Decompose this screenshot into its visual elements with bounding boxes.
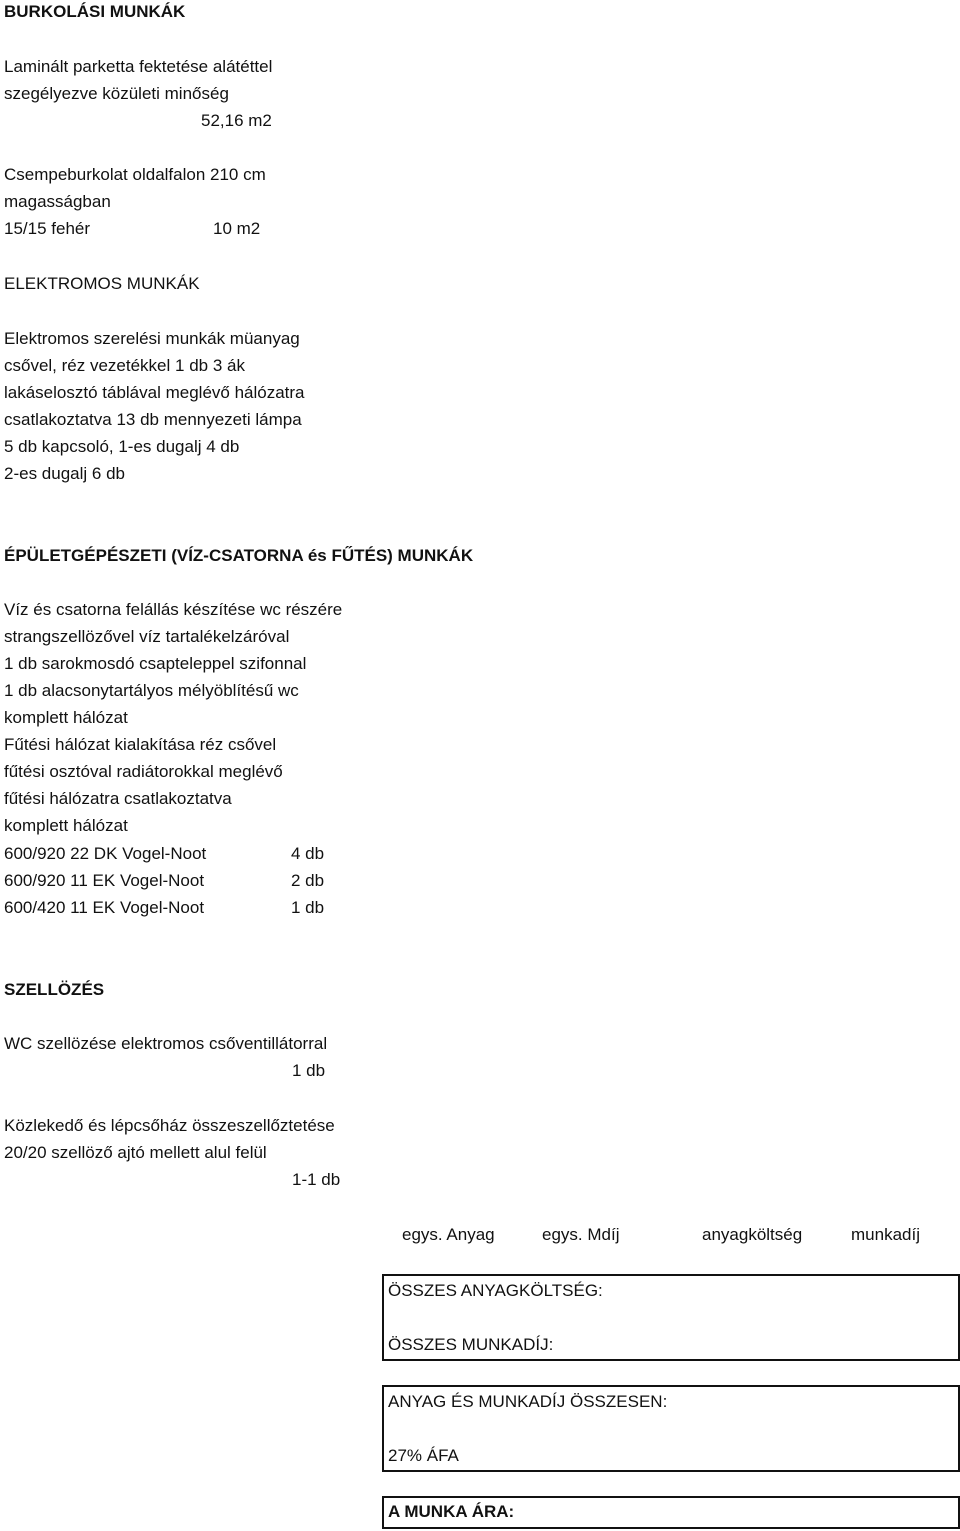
elektromos-line: lakáselosztó táblával meglévő hálózatra xyxy=(4,383,305,402)
gepeszet-line: strangszellözővel víz tartalékelzáróval xyxy=(4,627,290,646)
burkolas-item2-qty: 10 m2 xyxy=(213,219,261,238)
vat-label: 27% ÁFA xyxy=(388,1446,459,1465)
gepeszet-line: komplett hálózat xyxy=(4,816,128,835)
burkolas-item1-qty: 52,16 m2 xyxy=(201,111,272,130)
gepeszet-line: Fűtési hálózat kialakítása réz csővel xyxy=(4,735,277,754)
radiator-name: 600/920 11 EK Vogel-Noot xyxy=(4,871,205,890)
section-heading-elektromos: ELEKTROMOS MUNKÁK xyxy=(4,274,200,293)
gepeszet-line: fűtési hálózatra csatlakoztatva xyxy=(4,789,232,808)
column-header-egys-mdij: egys. Mdíj xyxy=(542,1225,620,1244)
radiator-qty: 4 db xyxy=(291,844,325,863)
szellozes-item2-line2: 20/20 szellöző ajtó mellett alul felül xyxy=(4,1143,267,1162)
total-labor-label: ÖSSZES MUNKADÍJ: xyxy=(388,1335,554,1354)
burkolas-item2-line2: magasságban xyxy=(4,192,111,211)
gepeszet-line: 1 db alacsonytartályos mélyöblítésű wc xyxy=(4,681,299,700)
section-heading-szellozes: SZELLÖZÉS xyxy=(4,980,105,999)
elektromos-line: csatlakoztatva 13 db mennyezeti lámpa xyxy=(4,410,302,429)
elektromos-line: csővel, réz vezetékkel 1 db 3 ák xyxy=(4,356,245,375)
elektromos-line: 5 db kapcsoló, 1-es dugalj 4 db xyxy=(4,437,240,456)
elektromos-line: 2-es dugalj 6 db xyxy=(4,464,125,483)
total-material-label: ÖSSZES ANYAGKÖLTSÉG: xyxy=(388,1281,603,1300)
elektromos-line: Elektromos szerelési munkák müanyag xyxy=(4,329,300,348)
work-price-label: A MUNKA ÁRA: xyxy=(388,1502,515,1521)
burkolas-item1-line2: szegélyezve közületi minőség xyxy=(4,84,229,103)
column-header-egys-anyag: egys. Anyag xyxy=(402,1225,495,1244)
section-heading-epuletgepeszeti: ÉPÜLETGÉPÉSZETI (VÍZ-CSATORNA és FŰTÉS) MUNKÁK xyxy=(4,546,474,565)
material-labor-sum-label: ANYAG ÉS MUNKADÍJ ÖSSZESEN: xyxy=(388,1392,668,1411)
radiator-qty: 1 db xyxy=(291,898,325,917)
szellozes-item1-line1: WC szellözése elektromos csőventillátorral xyxy=(4,1034,328,1053)
gepeszet-line: 1 db sarokmosdó csapteleppel szifonnal xyxy=(4,654,307,673)
section-heading-burkolasi: BURKOLÁSI MUNKÁK xyxy=(4,2,186,21)
gepeszet-line: fűtési osztóval radiátorokkal meglévő xyxy=(4,762,283,781)
column-header-anyagkoltseg: anyagköltség xyxy=(702,1225,803,1244)
szellozes-item2-line1: Közlekedő és lépcsőház összeszellőztetése xyxy=(4,1116,335,1135)
radiator-name: 600/420 11 EK Vogel-Noot xyxy=(4,898,205,917)
gepeszet-line: komplett hálózat xyxy=(4,708,128,727)
burkolas-item2-line1: Csempeburkolat oldalfalon 210 cm xyxy=(4,165,266,184)
radiator-qty: 2 db xyxy=(291,871,325,890)
szellozes-item2-qty: 1-1 db xyxy=(292,1170,341,1189)
gepeszet-line: Víz és csatorna felállás készítése wc részére xyxy=(4,600,343,619)
burkolas-item1-line1: Laminált parketta fektetése alátéttel xyxy=(4,57,273,76)
burkolas-item2-line3: 15/15 fehér xyxy=(4,219,91,238)
radiator-name: 600/920 22 DK Vogel-Noot xyxy=(4,844,207,863)
column-header-munkadij: munkadíj xyxy=(851,1225,920,1244)
szellozes-item1-qty: 1 db xyxy=(292,1061,326,1080)
